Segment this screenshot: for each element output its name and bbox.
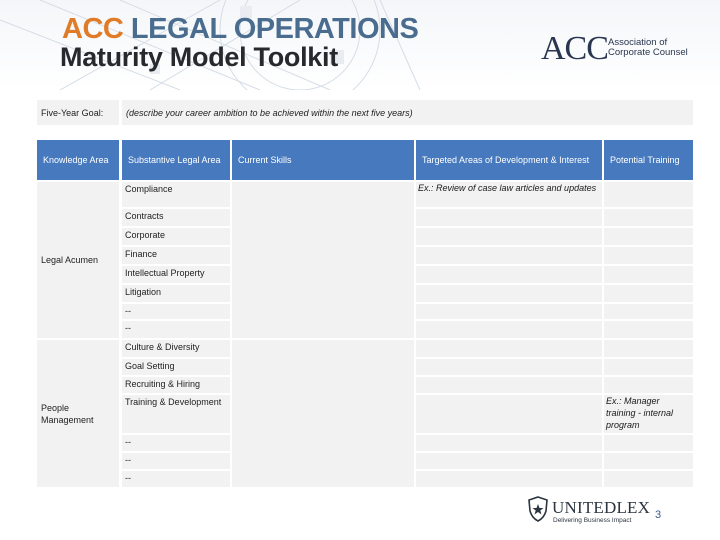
- row-label-corporate: Corporate: [122, 228, 230, 245]
- targeted-culture-diversity[interactable]: [416, 340, 602, 357]
- targeted-litigation[interactable]: [416, 285, 602, 302]
- training-finance[interactable]: [604, 247, 693, 264]
- acc-logo-line-1: Association of: [608, 37, 668, 48]
- targeted-blank-4[interactable]: [416, 453, 602, 469]
- targeted-blank-3[interactable]: [416, 435, 602, 451]
- row-label-compliance: Compliance: [122, 182, 230, 207]
- targeted-finance[interactable]: [416, 247, 602, 264]
- unitedlex-name: UNITEDLEX: [552, 498, 651, 517]
- row-label-finance: Finance: [122, 247, 230, 264]
- unitedlex-tagline: Delivering Business Impact: [553, 517, 632, 524]
- current-skills-legal-acumen[interactable]: [232, 182, 414, 338]
- training-compliance[interactable]: [604, 182, 693, 207]
- row-label-blank-5: --: [122, 471, 230, 487]
- unitedlex-logo: [528, 496, 651, 528]
- training-blank-4[interactable]: [604, 453, 693, 469]
- row-label-goal-setting: Goal Setting: [122, 359, 230, 375]
- row-label-contracts: Contracts: [122, 209, 230, 226]
- row-label-blank-1: --: [122, 304, 230, 319]
- training-corporate[interactable]: [604, 228, 693, 245]
- training-blank-5[interactable]: [604, 471, 693, 487]
- row-label-litigation: Litigation: [122, 285, 230, 302]
- targeted-intellectual-property[interactable]: [416, 266, 602, 283]
- training-culture-diversity[interactable]: [604, 340, 693, 357]
- row-label-culture-diversity: Culture & Diversity: [122, 340, 230, 357]
- page-subtitle: Maturity Model Toolkit: [60, 42, 338, 72]
- row-label-recruiting-hiring: Recruiting & Hiring: [122, 377, 230, 393]
- page-title: [62, 14, 418, 44]
- targeted-blank-1[interactable]: [416, 304, 602, 319]
- five-year-goal-field[interactable]: (describe your career ambition to be achieved within the next five years): [122, 100, 693, 125]
- acc-logo-text: [608, 38, 688, 58]
- col-potential-training: Potential Training: [604, 140, 693, 180]
- acc-logo-mark: ACC: [541, 30, 608, 67]
- row-label-blank-3: --: [122, 435, 230, 451]
- row-label-blank-2: --: [122, 321, 230, 338]
- training-training-development[interactable]: Ex.: Manager training - internal program: [604, 395, 693, 433]
- shield-star-icon: [528, 496, 548, 522]
- row-label-intellectual-property: Intellectual Property: [122, 266, 230, 283]
- col-knowledge-area: Knowledge Area: [37, 140, 119, 180]
- training-intellectual-property[interactable]: [604, 266, 693, 283]
- col-substantive-legal-area: Substantive Legal Area: [122, 140, 230, 180]
- row-label-training-development: Training & Development: [122, 395, 230, 433]
- acc-logo-line-2: Corporate Counsel: [608, 47, 688, 58]
- targeted-blank-5[interactable]: [416, 471, 602, 487]
- training-litigation[interactable]: [604, 285, 693, 302]
- training-blank-3[interactable]: [604, 435, 693, 451]
- page-number: 3: [655, 509, 662, 521]
- row-label-blank-4: --: [122, 453, 230, 469]
- training-contracts[interactable]: [604, 209, 693, 226]
- group-legal-acumen: Legal Acumen: [37, 182, 119, 338]
- acc-logo: [541, 32, 691, 68]
- banner: [0, 0, 720, 90]
- title-acc: ACC: [62, 13, 124, 45]
- current-skills-people-management[interactable]: [232, 340, 414, 487]
- title-legal-operations: LEGAL OPERATIONS: [130, 13, 419, 45]
- targeted-goal-setting[interactable]: [416, 359, 602, 375]
- five-year-goal-label: Five-Year Goal:: [37, 100, 119, 125]
- group-people-management: People Management: [37, 340, 119, 487]
- targeted-compliance[interactable]: Ex.: Review of case law articles and updates: [416, 182, 602, 207]
- targeted-contracts[interactable]: [416, 209, 602, 226]
- col-current-skills: Current Skills: [232, 140, 414, 180]
- training-blank-1[interactable]: [604, 304, 693, 319]
- training-recruiting-hiring[interactable]: [604, 377, 693, 393]
- targeted-training-development[interactable]: [416, 395, 602, 433]
- targeted-blank-2[interactable]: [416, 321, 602, 338]
- training-goal-setting[interactable]: [604, 359, 693, 375]
- targeted-corporate[interactable]: [416, 228, 602, 245]
- targeted-recruiting-hiring[interactable]: [416, 377, 602, 393]
- training-blank-2[interactable]: [604, 321, 693, 338]
- col-targeted-areas: Targeted Areas of Development & Interest: [416, 140, 602, 180]
